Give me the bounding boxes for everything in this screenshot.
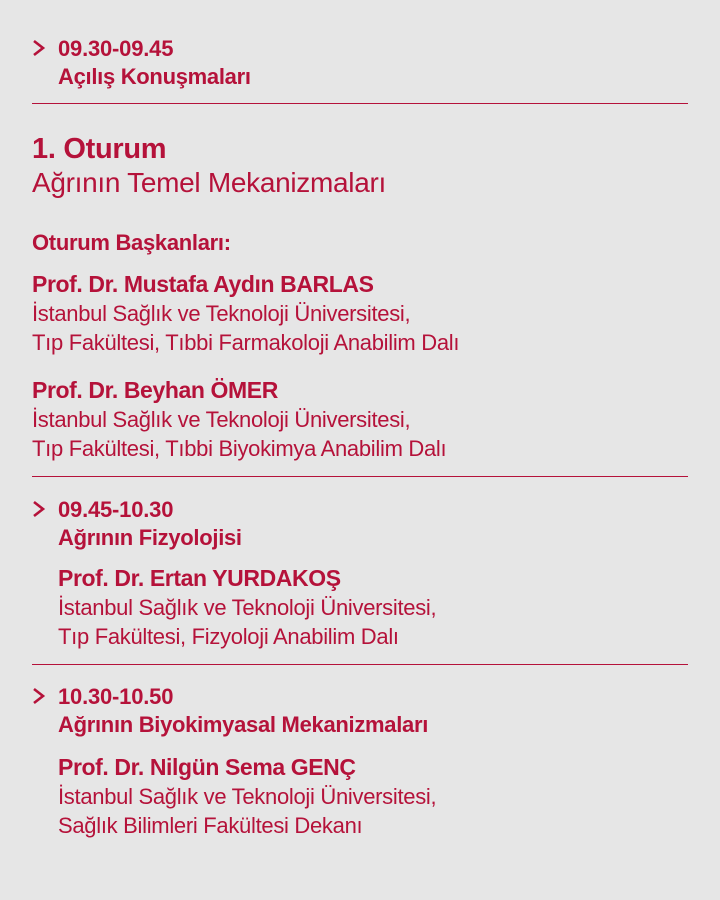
- divider: [32, 664, 688, 665]
- speaker-name: Prof. Dr. Nilgün Sema GENÇ: [58, 754, 356, 780]
- opening-time: 09.30-09.45: [58, 36, 174, 61]
- speaker-affiliation-line2: Sağlık Bilimleri Fakültesi Dekanı: [58, 813, 363, 838]
- speaker-name: Prof. Dr. Ertan YURDAKOŞ: [58, 565, 341, 591]
- talk-item: [32, 683, 688, 840]
- speaker-affiliation-line2: Tıp Fakültesi, Fizyoloji Anabilim Dalı: [58, 624, 399, 649]
- speaker-affiliation-line1: İstanbul Sağlık ve Teknoloji Üniversitesi,: [58, 784, 437, 809]
- chair-affiliation-line2: Tıp Fakültesi, Tıbbi Farmakoloji Anabilim Dalı: [32, 330, 460, 355]
- talk-time: 10.30-10.50: [58, 684, 174, 709]
- chevron-right-icon: [32, 683, 58, 705]
- session-title: Ağrının Temel Mekanizmaları: [32, 167, 386, 198]
- chair-entry: [32, 269, 688, 357]
- chair-affiliation-line1: İstanbul Sağlık ve Teknoloji Üniversitesi,: [32, 301, 411, 326]
- opening-title: Açılış Konuşmaları: [58, 64, 251, 89]
- opening-item: [32, 35, 688, 91]
- chairs-label: [32, 229, 688, 257]
- talk-time: 09.45-10.30: [58, 497, 174, 522]
- talk-title: Ağrının Fizyolojisi: [58, 525, 242, 550]
- session-number: 1. Oturum: [32, 133, 167, 165]
- chevron-right-icon: [32, 35, 58, 57]
- talk-item: [32, 496, 688, 651]
- chair-entry: [32, 375, 688, 463]
- chair-name: Prof. Dr. Beyhan ÖMER: [32, 377, 278, 403]
- chair-affiliation-line2: Tıp Fakültesi, Tıbbi Biyokimya Anabilim Dalı: [32, 436, 447, 461]
- talk-title: Ağrının Biyokimyasal Mekanizmaları: [58, 712, 429, 737]
- chair-affiliation-line1: İstanbul Sağlık ve Teknoloji Üniversitesi,: [32, 407, 411, 432]
- chair-name: Prof. Dr. Mustafa Aydın BARLAS: [32, 271, 374, 297]
- chevron-right-icon: [32, 496, 58, 518]
- session-block: [32, 132, 688, 200]
- divider: [32, 103, 688, 104]
- speaker-affiliation-line1: İstanbul Sağlık ve Teknoloji Üniversitesi,: [58, 595, 437, 620]
- chairs-label-text: Oturum Başkanları:: [32, 230, 231, 255]
- divider: [32, 476, 688, 477]
